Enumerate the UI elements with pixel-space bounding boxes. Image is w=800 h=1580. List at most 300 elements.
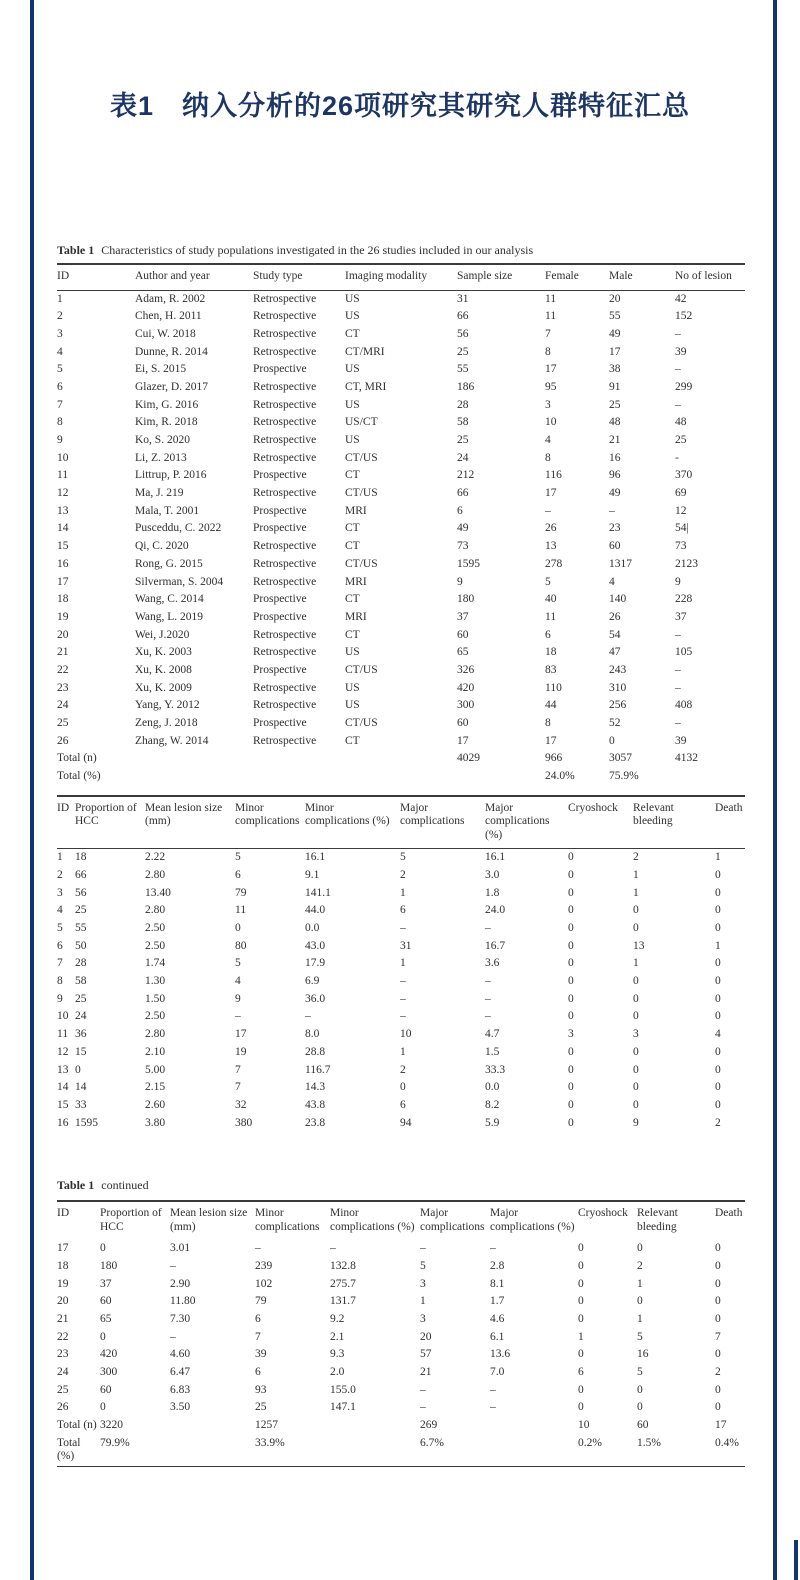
column-header: No of lesion bbox=[675, 264, 745, 290]
table-row bbox=[57, 680, 745, 698]
table-cell: MRI bbox=[345, 504, 367, 517]
table-cell: – bbox=[675, 363, 681, 376]
table-cell: 25 bbox=[57, 717, 69, 729]
table-cell: 3 bbox=[545, 398, 551, 411]
table-cell: 299 bbox=[675, 380, 693, 393]
table-cell: 0 bbox=[715, 992, 721, 1005]
table-cell: Retrospective bbox=[253, 434, 317, 446]
table-cell: 0 bbox=[578, 1401, 584, 1414]
table-cell: 31 bbox=[457, 292, 469, 305]
table-cell: 6 bbox=[545, 628, 551, 641]
table-row bbox=[57, 485, 745, 503]
table-cell: 0.4% bbox=[715, 1436, 739, 1449]
table-row bbox=[57, 1293, 745, 1311]
table-cell: 25 bbox=[609, 398, 621, 411]
table-cell: 79 bbox=[255, 1295, 267, 1308]
table-cell: US bbox=[345, 434, 360, 446]
column-header: Minor complications bbox=[235, 796, 305, 849]
table-cell: – bbox=[235, 1010, 241, 1023]
table-cell: 3 bbox=[57, 327, 63, 340]
table-cell: 24 bbox=[57, 1366, 69, 1379]
table-cell: 2.10 bbox=[145, 1045, 166, 1058]
table-cell: 0 bbox=[609, 734, 615, 747]
table-row bbox=[57, 885, 745, 903]
table-cell: – bbox=[485, 922, 491, 934]
table-cell: Retrospective bbox=[253, 327, 317, 340]
table-cell: 0 bbox=[633, 1045, 639, 1058]
table-cell: 14 bbox=[57, 1081, 69, 1094]
right-border-rule bbox=[773, 0, 777, 1580]
table-cell: 0 bbox=[715, 868, 721, 881]
table-cell: 0 bbox=[715, 1277, 721, 1290]
table-cell: 2.80 bbox=[145, 1028, 166, 1041]
table-cell: Zhang, W. 2014 bbox=[135, 734, 209, 747]
table-cell: 2.50 bbox=[145, 922, 166, 934]
header-row bbox=[57, 1201, 745, 1240]
table-cell: US bbox=[345, 292, 360, 305]
table-cell: 105 bbox=[675, 646, 693, 659]
table-cell: 12 bbox=[57, 487, 69, 500]
table-cell: 33.3 bbox=[485, 1063, 506, 1076]
header-row bbox=[57, 796, 745, 849]
table-cell: 55 bbox=[75, 922, 87, 934]
table-cell: MRI bbox=[345, 610, 367, 623]
table-cell: 28.8 bbox=[305, 1045, 326, 1058]
table-cell: 6 bbox=[57, 939, 63, 952]
table-cell: – bbox=[400, 975, 406, 988]
table-cell: 0 bbox=[75, 1063, 81, 1076]
table-cell bbox=[330, 1435, 420, 1467]
table-cell: 310 bbox=[609, 681, 627, 694]
table-cell: Retrospective bbox=[253, 487, 317, 500]
table-cell: CT, MRI bbox=[345, 380, 387, 393]
table-cell: 24 bbox=[57, 699, 69, 712]
table-cell: US bbox=[345, 699, 360, 712]
table-cell: 1 bbox=[578, 1330, 584, 1343]
table-cell: 66 bbox=[457, 310, 469, 323]
column-header: Major complications bbox=[420, 1207, 485, 1233]
table-cell: 2.50 bbox=[145, 1010, 166, 1023]
table-cell: 16.1 bbox=[485, 851, 506, 864]
table-cell: 2.22 bbox=[145, 851, 166, 864]
table-cell: 91 bbox=[609, 380, 621, 393]
table-cell: 24.0 bbox=[485, 904, 506, 917]
column-header: Female bbox=[545, 264, 609, 290]
table-cell: 21 bbox=[57, 646, 69, 659]
table-cell: Ei, S. 2015 bbox=[135, 363, 187, 376]
table-cell: US bbox=[345, 681, 360, 694]
table-cell: CT bbox=[345, 628, 360, 641]
table-cell: 0 bbox=[578, 1295, 584, 1308]
table-cell: 55 bbox=[457, 363, 469, 376]
table-cell: 16 bbox=[57, 1116, 69, 1129]
table-cell: 10 bbox=[400, 1028, 412, 1041]
table-cell: 13.6 bbox=[490, 1348, 511, 1361]
table-cell bbox=[135, 750, 253, 768]
table-cell: 2123 bbox=[675, 557, 698, 570]
table-cell: 11 bbox=[545, 310, 557, 323]
table-cell: 17 bbox=[457, 734, 469, 747]
table-cell: 0 bbox=[568, 1081, 574, 1094]
table-cell: – bbox=[490, 1401, 496, 1414]
table-cell: 2 bbox=[715, 1366, 721, 1379]
column-header: Major complications bbox=[400, 796, 485, 849]
table-cell: 10 bbox=[57, 1010, 69, 1023]
table-cell: 9.1 bbox=[305, 868, 320, 881]
table-cell: 49 bbox=[609, 487, 621, 500]
table-cell: Dunne, R. 2014 bbox=[135, 345, 208, 358]
table-cell: 0 bbox=[633, 1063, 639, 1076]
table-cell: Zeng, J. 2018 bbox=[135, 717, 198, 729]
table-cell: 56 bbox=[75, 886, 87, 899]
table-cell: 3.0 bbox=[485, 868, 500, 881]
table-cell: 1 bbox=[633, 957, 639, 970]
table-cell: 3 bbox=[633, 1028, 639, 1041]
table-cell: 1317 bbox=[609, 557, 632, 570]
table-cell: 54| bbox=[675, 522, 689, 535]
table-cell bbox=[457, 768, 545, 786]
table-cell: 5 bbox=[637, 1330, 643, 1343]
bottom-right-edge-rule bbox=[794, 1540, 798, 1580]
table-continued-caption bbox=[57, 1178, 745, 1192]
table-cell: 2.50 bbox=[145, 939, 166, 952]
table-cell: 0 bbox=[568, 992, 574, 1005]
table-cell: 0 bbox=[568, 1010, 574, 1023]
table-cell: 75.9% bbox=[609, 770, 639, 783]
table-cell: 1.5 bbox=[485, 1045, 500, 1058]
table-cell: Total (%) bbox=[57, 770, 101, 783]
table-cell: Kim, R. 2018 bbox=[135, 416, 198, 429]
table-cell: 52 bbox=[609, 717, 621, 729]
table-row bbox=[57, 326, 745, 344]
table-cell: 5.00 bbox=[145, 1063, 166, 1076]
table-cell: 24.0% bbox=[545, 770, 575, 783]
table-cell: 0.2% bbox=[578, 1436, 602, 1449]
table-cell: CT/US bbox=[345, 487, 378, 500]
table-cell: Total (n) bbox=[57, 1419, 97, 1432]
table-cell: 408 bbox=[675, 699, 693, 712]
table-cell: 0 bbox=[100, 1330, 106, 1343]
table-cell: 21 bbox=[57, 1313, 69, 1325]
column-header: Relevant bleeding bbox=[637, 1207, 678, 1233]
table-cell: 11 bbox=[57, 469, 69, 482]
table-cell: 1 bbox=[637, 1313, 643, 1325]
table-cell: 6 bbox=[457, 504, 463, 517]
table-cell: CT bbox=[345, 540, 360, 553]
table-cell: Wang, L. 2019 bbox=[135, 610, 204, 623]
table-cell: 7.0 bbox=[490, 1366, 505, 1379]
table-row bbox=[57, 733, 745, 751]
table-cell: 60 bbox=[100, 1295, 112, 1308]
table-cell: 7 bbox=[545, 327, 551, 340]
table-cell: 5 bbox=[235, 851, 241, 864]
table-cell: 18 bbox=[545, 646, 557, 659]
table-continued-label: Table 1 bbox=[57, 1178, 95, 1193]
table-row bbox=[57, 902, 745, 920]
table-cell: CT/MRI bbox=[345, 345, 385, 358]
table-row bbox=[57, 1044, 745, 1062]
table-cell: 239 bbox=[255, 1259, 273, 1272]
complications-table bbox=[57, 795, 745, 1133]
table-cell: 0 bbox=[637, 1242, 643, 1255]
table-row bbox=[57, 1276, 745, 1294]
table-cell: 37 bbox=[457, 610, 469, 623]
table-cell: 54 bbox=[609, 628, 621, 641]
table-cell: Retrospective bbox=[253, 575, 317, 588]
column-header: Cryoshock bbox=[568, 796, 633, 849]
column-header: Major complications (%) bbox=[485, 796, 568, 849]
table-cell: 0 bbox=[568, 1063, 574, 1076]
table-cell: 28 bbox=[75, 957, 87, 970]
table-cell: 48 bbox=[609, 416, 621, 429]
table-row bbox=[57, 574, 745, 592]
table-cell: 58 bbox=[75, 975, 87, 988]
table-cell: 47 bbox=[609, 646, 621, 659]
table-cell: Retrospective bbox=[253, 646, 317, 659]
table-cell: 0 bbox=[568, 1098, 574, 1111]
table-cell: 9 bbox=[457, 575, 463, 588]
table-cell: 141.1 bbox=[305, 886, 331, 899]
table-cell: 69 bbox=[675, 487, 687, 500]
table-cell bbox=[675, 768, 745, 786]
table-cell: 3 bbox=[568, 1028, 574, 1041]
table-cell: 37 bbox=[675, 610, 687, 623]
table-cell: 36 bbox=[75, 1028, 87, 1041]
table-cell: 9 bbox=[57, 434, 63, 446]
table-cell: 11 bbox=[235, 904, 247, 917]
table-cell: Prospective bbox=[253, 610, 307, 623]
table-cell: 10 bbox=[578, 1419, 590, 1432]
table-cell: 4 bbox=[57, 345, 63, 358]
table-cell: Qi, C. 2020 bbox=[135, 540, 189, 553]
table-cell: 0 bbox=[568, 957, 574, 970]
table-cell: 26 bbox=[609, 610, 621, 623]
table-cell: 24 bbox=[457, 451, 469, 464]
table-cell: 0 bbox=[715, 1045, 721, 1058]
table-cell: – bbox=[485, 1010, 491, 1023]
table-cell: 420 bbox=[457, 681, 475, 694]
table-cell: 0 bbox=[578, 1242, 584, 1255]
table-cell: 11.80 bbox=[170, 1295, 196, 1308]
table-cell: 6.1 bbox=[490, 1330, 505, 1343]
table-cell: 6 bbox=[255, 1366, 261, 1379]
table-row bbox=[57, 414, 745, 432]
table-cell: 7 bbox=[235, 1081, 241, 1094]
table-cell: CT/US bbox=[345, 717, 378, 729]
table-cell: 20 bbox=[57, 1295, 69, 1308]
table-cell: 0 bbox=[715, 904, 721, 917]
table-cell: 73 bbox=[675, 540, 687, 553]
table-cell: 140 bbox=[609, 593, 627, 606]
table-cell: 1 bbox=[400, 1045, 406, 1058]
table-cell: 1.30 bbox=[145, 975, 166, 988]
table-row bbox=[57, 344, 745, 362]
table-cell: 83 bbox=[545, 663, 557, 676]
table-cell: 2.90 bbox=[170, 1277, 191, 1290]
table-cell: 420 bbox=[100, 1348, 118, 1361]
column-header: Death bbox=[715, 1207, 743, 1220]
table-cell: 2.1 bbox=[330, 1330, 345, 1343]
table-cell: Pusceddu, C. 2022 bbox=[135, 522, 222, 535]
table-cell: 23 bbox=[609, 522, 621, 535]
table-row bbox=[57, 397, 745, 415]
table-cell: 23 bbox=[57, 1348, 69, 1361]
table-cell: Ko, S. 2020 bbox=[135, 434, 190, 446]
table-cell: 60 bbox=[100, 1383, 112, 1396]
table-cell: 0 bbox=[715, 1081, 721, 1094]
table-cell: 25 bbox=[457, 434, 469, 446]
table-row bbox=[57, 715, 745, 733]
table-cell: 16.1 bbox=[305, 851, 326, 864]
table-cell: 20 bbox=[420, 1330, 432, 1343]
table-cell: Retrospective bbox=[253, 557, 317, 570]
table-row bbox=[57, 1311, 745, 1329]
table-cell: 0 bbox=[637, 1295, 643, 1308]
table-cell: 2 bbox=[57, 310, 63, 323]
table-cell: 26 bbox=[545, 522, 557, 535]
table-cell: Retrospective bbox=[253, 416, 317, 429]
table-cell: 0 bbox=[568, 939, 574, 952]
table-cell: 5 bbox=[637, 1366, 643, 1379]
table-cell: 43.8 bbox=[305, 1098, 326, 1111]
table-cell: 6 bbox=[400, 1098, 406, 1111]
table-cell: 26 bbox=[57, 1401, 69, 1414]
table-cell: 0 bbox=[633, 992, 639, 1005]
table-cell bbox=[490, 1435, 578, 1467]
table-cell: Mala, T. 2001 bbox=[135, 504, 200, 517]
table-cell: Xu, K. 2003 bbox=[135, 646, 192, 659]
table-cell: 3.6 bbox=[485, 957, 500, 970]
table-cell: – bbox=[485, 992, 491, 1005]
table-cell: 19 bbox=[235, 1045, 247, 1058]
table-cell: 0 bbox=[578, 1383, 584, 1396]
table-cell: 11 bbox=[57, 1028, 69, 1041]
table-cell: Total (%) bbox=[57, 1436, 81, 1463]
table-row bbox=[57, 450, 745, 468]
table-cell: 370 bbox=[675, 469, 693, 482]
table-cell: Ma, J. 219 bbox=[135, 487, 184, 500]
table-cell: 15 bbox=[57, 1098, 69, 1111]
table-cell: 8.0 bbox=[305, 1028, 320, 1041]
table-cell: 22 bbox=[57, 1330, 69, 1343]
table-row bbox=[57, 644, 745, 662]
table-cell: 17.9 bbox=[305, 957, 326, 970]
table-cell: 7 bbox=[255, 1330, 261, 1343]
table-scan-region bbox=[57, 243, 745, 1467]
table-cell: 1.8 bbox=[485, 886, 500, 899]
table-cell: 19 bbox=[57, 1277, 69, 1290]
table-cell: 2 bbox=[400, 868, 406, 881]
table-cell: 17 bbox=[609, 345, 621, 358]
table-cell: 1 bbox=[400, 957, 406, 970]
table-cell: 7 bbox=[57, 398, 63, 411]
table-cell: 180 bbox=[457, 593, 475, 606]
table-cell: 8.1 bbox=[490, 1277, 505, 1290]
table-cell: 4.7 bbox=[485, 1028, 500, 1041]
table-cell: 0 bbox=[715, 922, 721, 934]
table-cell: CT/US bbox=[345, 451, 378, 464]
table-cell bbox=[253, 768, 345, 786]
table-cell: 73 bbox=[457, 540, 469, 553]
table-cell: 60 bbox=[457, 628, 469, 641]
table-cell: CT bbox=[345, 469, 360, 482]
table-cell: Prospective bbox=[253, 663, 307, 676]
table-cell: 13 bbox=[633, 939, 645, 952]
table-cell: 0 bbox=[715, 1010, 721, 1023]
table-caption-label: Table 1 bbox=[57, 243, 95, 257]
table-row bbox=[57, 1346, 745, 1364]
table-cell: 9.2 bbox=[330, 1313, 345, 1325]
table-cell: 0 bbox=[578, 1348, 584, 1361]
table-row bbox=[57, 1097, 745, 1115]
table-row bbox=[57, 591, 745, 609]
table-cell: 6 bbox=[57, 380, 63, 393]
table-cell: 0 bbox=[715, 1063, 721, 1076]
table-cell: Xu, K. 2008 bbox=[135, 663, 192, 676]
table-cell: 6.83 bbox=[170, 1383, 191, 1396]
table-cell: 5 bbox=[57, 363, 63, 376]
table-cell: Retrospective bbox=[253, 292, 317, 305]
table-cell: 7.30 bbox=[170, 1313, 191, 1325]
table-cell: 0 bbox=[633, 975, 639, 988]
table-row bbox=[57, 955, 745, 973]
table-cell: 1595 bbox=[457, 557, 480, 570]
table-cell bbox=[170, 1435, 255, 1467]
table-cell: 2 bbox=[637, 1259, 643, 1272]
table-cell: Retrospective bbox=[253, 734, 317, 747]
table-cell: 15 bbox=[57, 540, 69, 553]
table-caption-text: Characteristics of study populations investigated in the 26 studies included in our analysis bbox=[101, 243, 534, 257]
table-row bbox=[57, 1115, 745, 1133]
table-cell: 94 bbox=[400, 1116, 412, 1129]
table-cell: 1 bbox=[715, 851, 721, 864]
table-cell: – bbox=[675, 681, 681, 694]
table-row bbox=[57, 1026, 745, 1044]
table-cell: 25 bbox=[57, 1383, 69, 1396]
table-cell: Prospective bbox=[253, 504, 307, 517]
table-cell: 8 bbox=[545, 345, 551, 358]
table-cell: Retrospective bbox=[253, 310, 317, 323]
table-cell: 3057 bbox=[609, 752, 632, 765]
table-row bbox=[57, 1329, 745, 1347]
table-cell: 131.7 bbox=[330, 1295, 356, 1308]
table-cell: 9.3 bbox=[330, 1348, 345, 1361]
table-cell: 14.3 bbox=[305, 1081, 326, 1094]
table-cell: 0 bbox=[100, 1242, 106, 1255]
table-cell: 7 bbox=[57, 957, 63, 970]
table-cell: Kim, G. 2016 bbox=[135, 398, 199, 411]
table-cell: 21 bbox=[609, 434, 621, 446]
table-cell: 9 bbox=[633, 1116, 639, 1129]
table-row bbox=[57, 1240, 745, 1258]
column-header: ID bbox=[57, 1207, 70, 1220]
table-cell: 22 bbox=[57, 663, 69, 676]
table-cell: 9 bbox=[235, 992, 241, 1005]
table-cell bbox=[135, 768, 253, 786]
table-row bbox=[57, 308, 745, 326]
table-cell: 25 bbox=[675, 434, 687, 446]
table-cell: 5 bbox=[235, 957, 241, 970]
table-cell: CT bbox=[345, 734, 360, 747]
table-cell: 2 bbox=[57, 868, 63, 881]
table-cell: Prospective bbox=[253, 363, 307, 376]
table-cell: 16.7 bbox=[485, 939, 506, 952]
table-cell: 2 bbox=[633, 851, 639, 864]
table-cell: 0 bbox=[715, 1242, 721, 1255]
column-header: Relevant bleeding bbox=[633, 796, 715, 849]
table-cell: – bbox=[675, 717, 681, 729]
table-cell: 0.0 bbox=[305, 922, 320, 934]
